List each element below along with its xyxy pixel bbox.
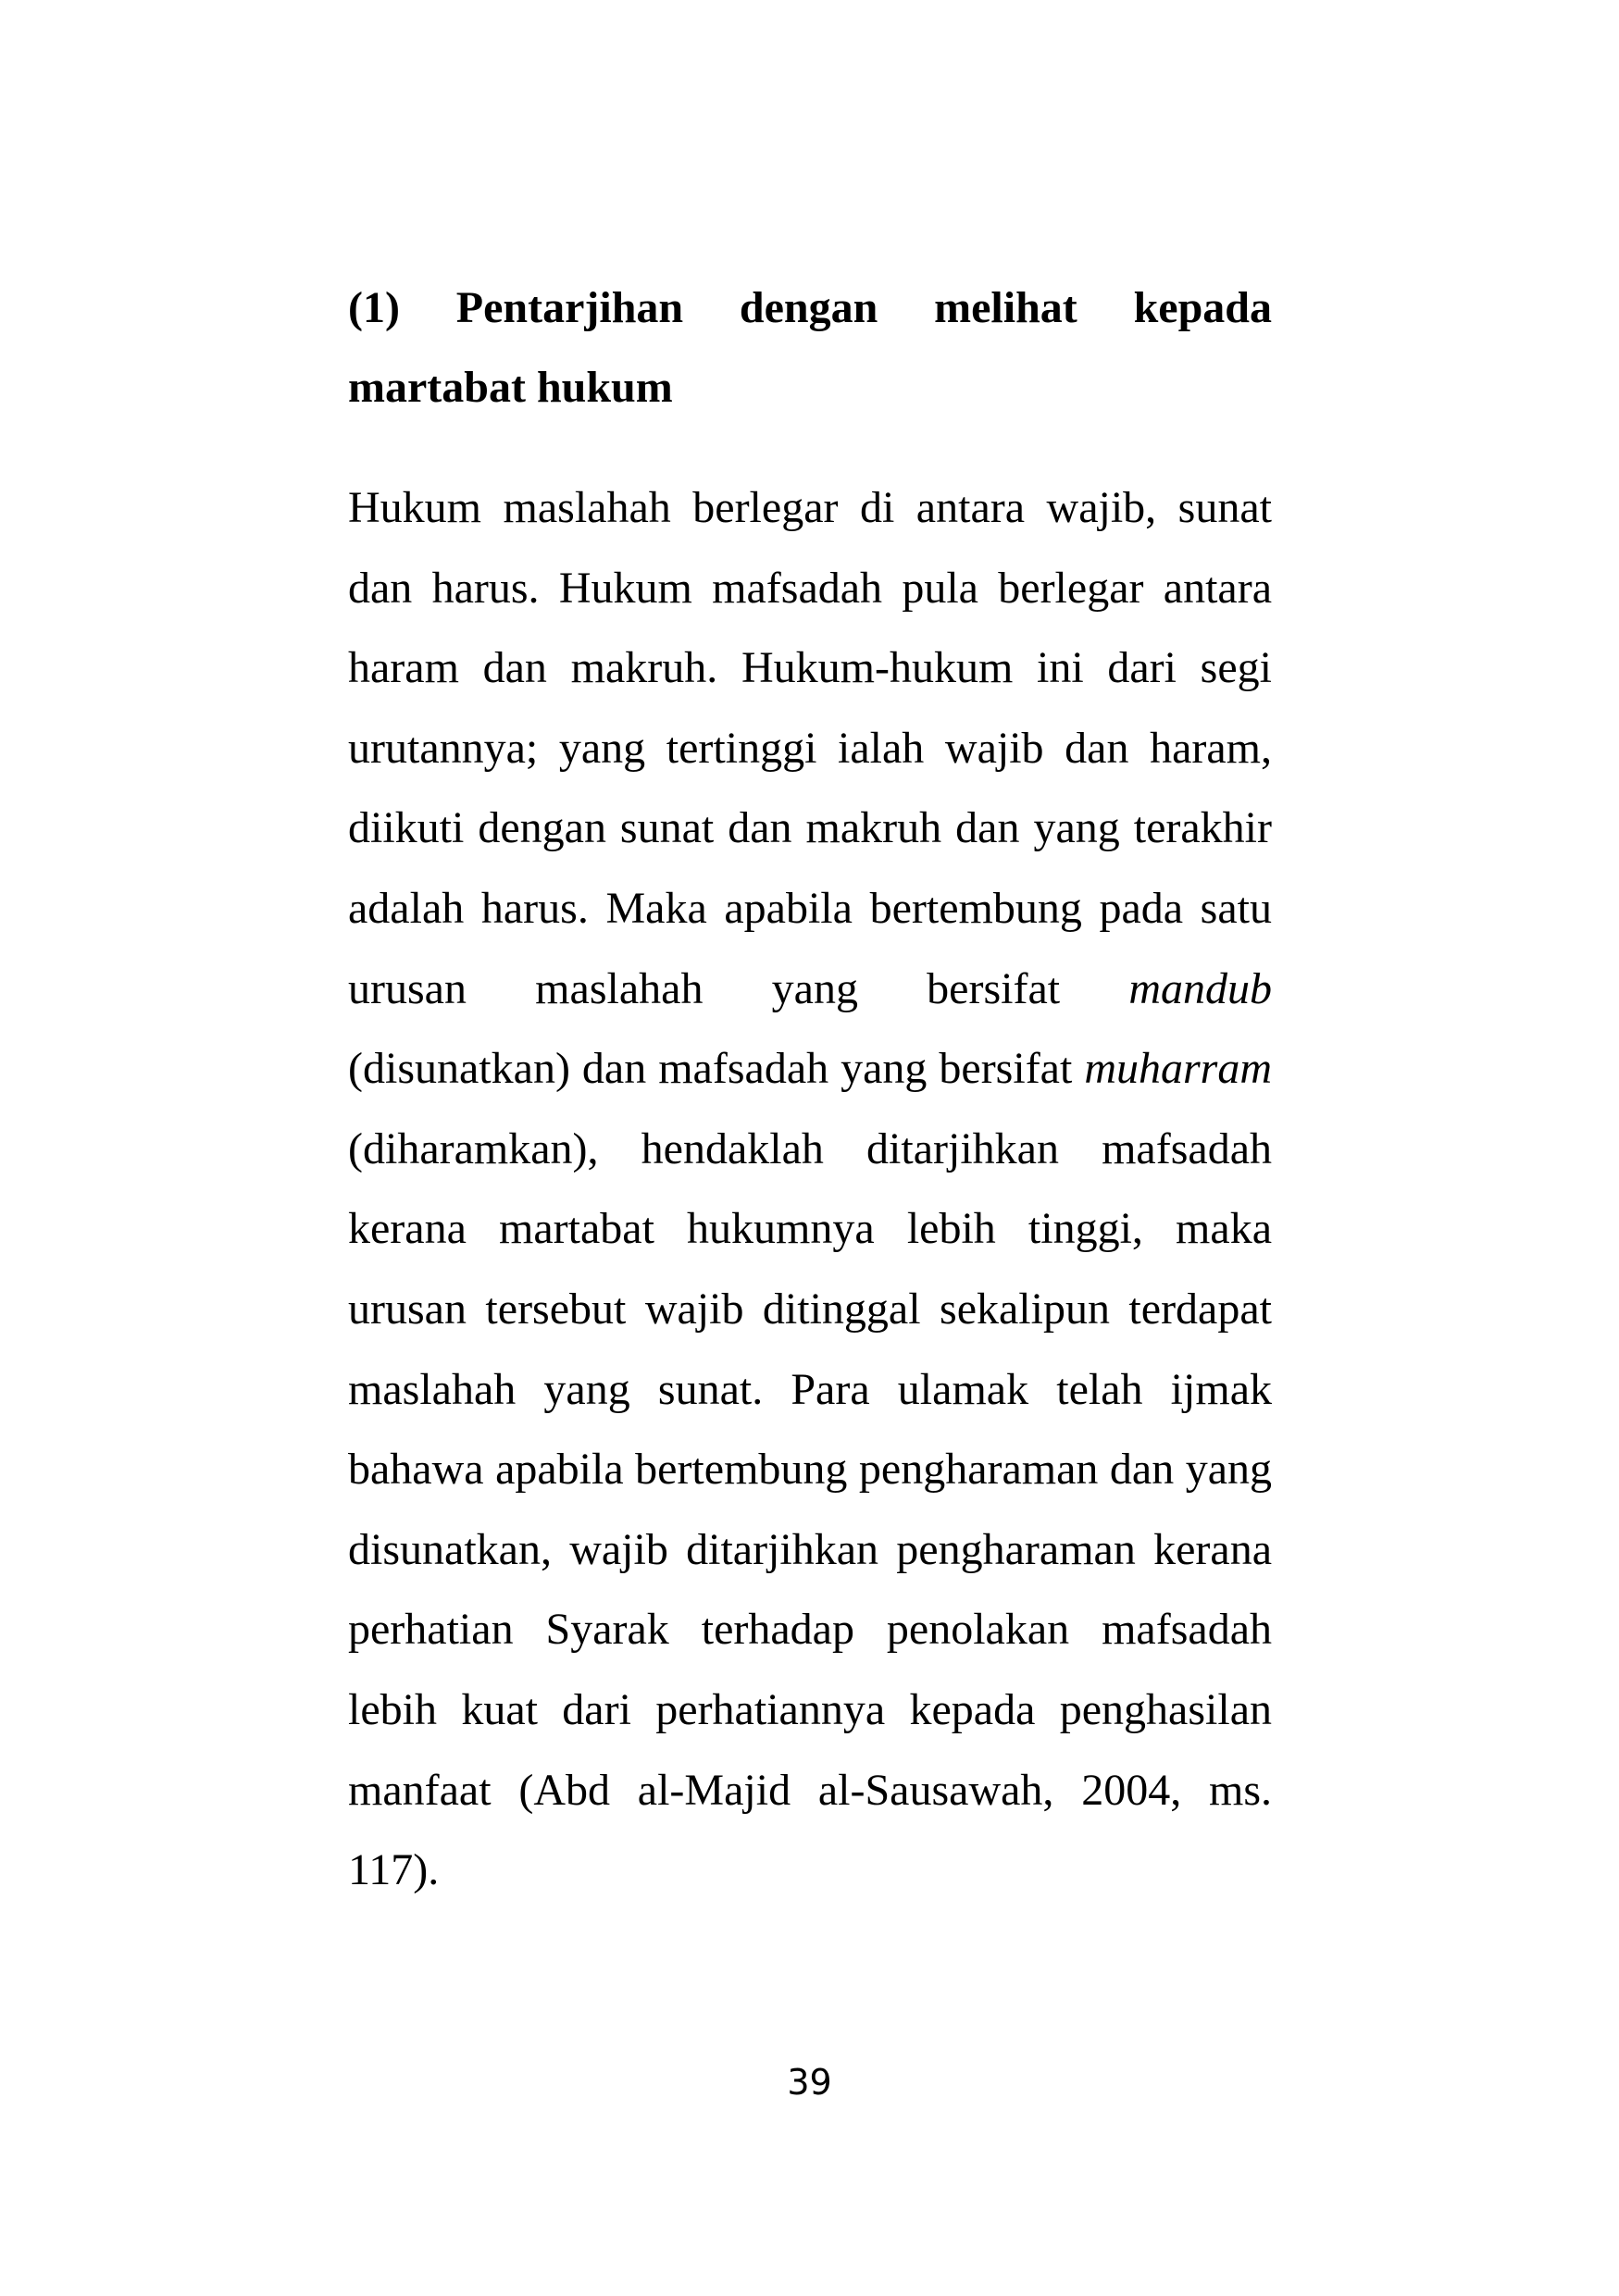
body-text-part-1: Hukum maslahah berlegar di antara wajib, sunat dan harus. Hukum mafsadah pula berlegar antara haram dan makruh. Hukum-hukum ini dari segi urutannya; yang tertinggi ialah wajib dan haram, diikuti dengan sunat dan makruh dan yang terakhir adalah harus. Maka apabila bertembung pada satu urusan maslahah yang bersifat [348,483,1272,1013]
body-text-part-3: (diharamkan), hendaklah ditarjihkan mafsadah kerana martabat hukumnya lebih tinggi, maka urusan tersebut wajib ditinggal sekalipun terdapat maslahah yang sunat. Para ulamak telah ijmak bahawa apabila bertembung pengharaman dan yang disunatkan, wajib ditarjihkan pengharaman kerana perhatian Syarak terhadap penolakan mafsadah lebih kuat dari perhatiannya kepada penghasilan manfaat (Abd al-Majid al-Sausawah, 2004, ms. 117). [348,1123,1272,1895]
section-heading-line-2: martabat hukum [348,363,673,412]
body-paragraph [348,468,1272,1911]
body-text-part-2: (disunatkan) dan mafsadah yang bersifat [348,1044,1085,1094]
italic-term-muharram: muharram [1084,1044,1272,1094]
section-heading-line-1: (1) Pentarjihan dengan melihat kepada [348,283,1272,332]
italic-term-mandub: mandub [1128,963,1272,1013]
page-number: 39 [787,2062,832,2103]
page-content [348,268,1272,1911]
section-heading [348,268,1272,428]
